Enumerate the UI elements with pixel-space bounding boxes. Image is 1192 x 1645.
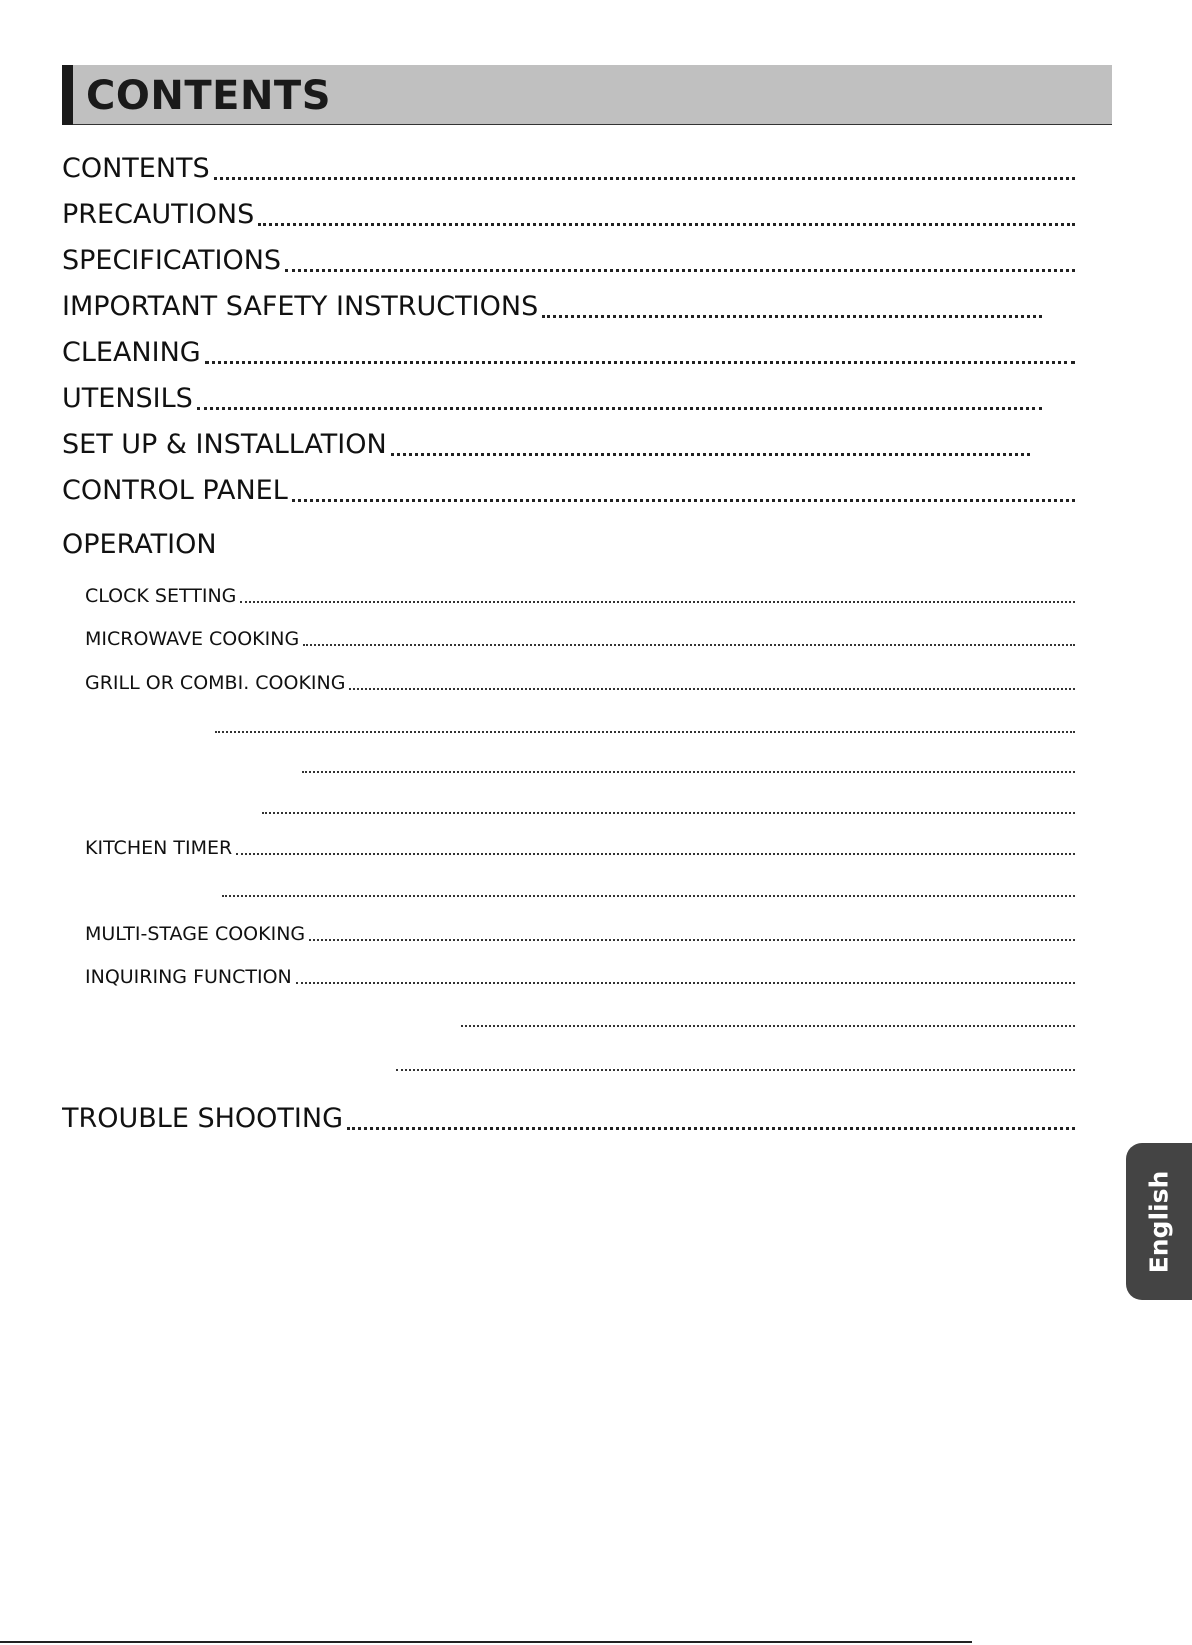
toc-sub-unlabeled-2 [302, 754, 1075, 778]
toc-entry-contents[interactable] [62, 152, 1075, 186]
toc-sub-inquiring[interactable] [85, 965, 1075, 989]
toc-entry-setup[interactable] [62, 428, 1030, 462]
toc-sub-grill-combi[interactable] [85, 671, 1075, 695]
toc-entry-label: OPERATION [62, 529, 217, 560]
dot-leader [347, 1127, 1075, 1130]
toc-sub-unlabeled-6 [396, 1052, 1075, 1076]
toc-entry-precautions[interactable] [62, 198, 1075, 232]
toc-entry-label: CLEANING [62, 337, 201, 368]
page-title: CONTENTS [86, 73, 332, 119]
dot-leader [461, 1025, 1075, 1027]
toc-sub-microwave-cooking[interactable] [85, 627, 1075, 651]
toc-entry-label: IMPORTANT SAFETY INSTRUCTIONS [62, 291, 539, 322]
language-side-tab [1126, 1143, 1192, 1300]
toc-entry-label: GRILL OR COMBI. COOKING [85, 672, 346, 694]
toc-sub-kitchen-timer[interactable] [85, 836, 1075, 860]
dot-leader [396, 1069, 1075, 1071]
toc-entry-important-safety[interactable] [62, 290, 1042, 324]
dot-leader [292, 499, 1075, 502]
dot-leader [349, 688, 1075, 690]
toc-entry-label: TROUBLE SHOOTING [62, 1103, 343, 1134]
toc-entry-label: SET UP & INSTALLATION [62, 429, 387, 460]
toc-entry-label: UTENSILS [62, 383, 193, 414]
toc-sub-unlabeled-1 [215, 714, 1075, 738]
section-header [62, 65, 1112, 125]
toc-entry-label: SPECIFICATIONS [62, 245, 282, 276]
toc-entry-specifications[interactable] [62, 244, 1075, 278]
toc-entry-label: CONTENTS [62, 153, 210, 184]
toc-sub-unlabeled-3 [262, 795, 1075, 819]
toc-entry-label: INQUIRING FUNCTION [85, 966, 292, 988]
header-accent-bar [62, 65, 73, 125]
toc-entry-control-panel[interactable] [62, 474, 1075, 508]
language-label: English [1144, 1170, 1174, 1273]
toc-entry-trouble-shooting[interactable] [62, 1102, 1075, 1136]
toc-sub-unlabeled-5 [461, 1008, 1075, 1032]
dot-leader [222, 895, 1075, 897]
toc-entry-cleaning[interactable] [62, 336, 1075, 370]
dot-leader [391, 453, 1030, 456]
dot-leader [296, 982, 1075, 984]
toc-entry-label: CLOCK SETTING [85, 585, 237, 607]
dot-leader [236, 853, 1075, 855]
toc-sub-unlabeled-4 [222, 878, 1075, 902]
dot-leader [285, 269, 1075, 272]
footer-rule [0, 1641, 972, 1643]
toc-entry-label: PRECAUTIONS [62, 199, 255, 230]
dot-leader [262, 812, 1075, 814]
dot-leader [302, 771, 1075, 773]
toc-entry-utensils[interactable] [62, 382, 1042, 416]
dot-leader [205, 361, 1075, 364]
toc-entry-label: MULTI-STAGE COOKING [85, 923, 306, 945]
dot-leader [258, 223, 1075, 226]
dot-leader [197, 407, 1042, 410]
toc-entry-label: MICROWAVE COOKING [85, 628, 300, 650]
dot-leader [309, 939, 1075, 941]
dot-leader [303, 644, 1075, 646]
dot-leader [240, 601, 1075, 603]
dot-leader [214, 177, 1075, 180]
toc-entry-label: KITCHEN TIMER [85, 837, 233, 859]
toc-heading-operation [62, 528, 462, 562]
dot-leader [215, 731, 1075, 733]
toc-entry-label: CONTROL PANEL [62, 475, 288, 506]
dot-leader [542, 315, 1042, 318]
toc-sub-clock-setting[interactable] [85, 584, 1075, 608]
toc-sub-multi-stage[interactable] [85, 922, 1075, 946]
